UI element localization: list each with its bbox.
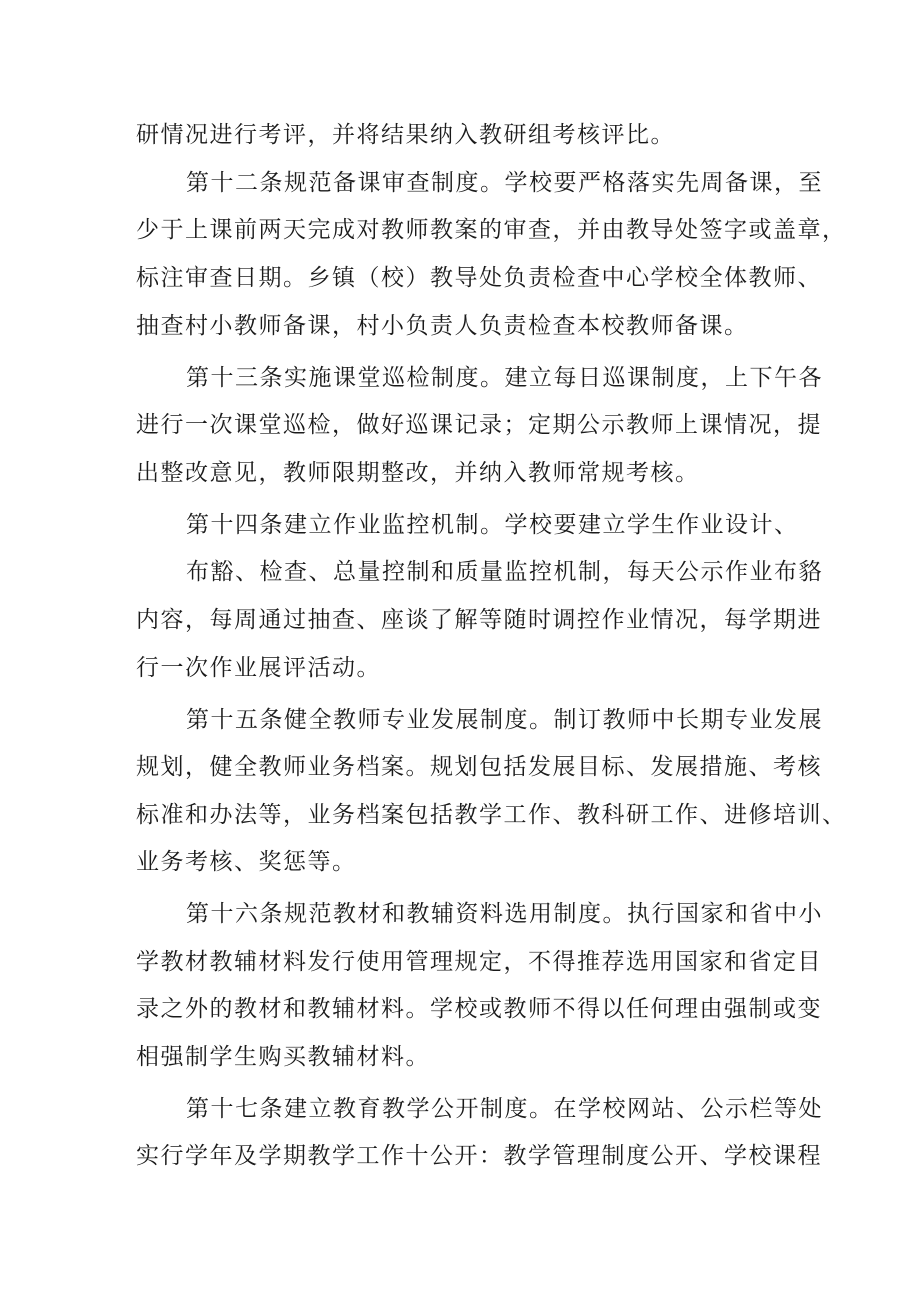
article-17-line-2: 实行学年及学期教学工作十公开：教学管理制度公开、学校课程 (136, 1143, 822, 1169)
article-14-line-1: 第十四条建立作业监控机制。学校要建立学生作业设计、 (186, 512, 799, 538)
article-17-line-1: 第十七条建立教育教学公开制度。在学校网站、公示栏等处 (186, 1096, 823, 1122)
article-12-line-2: 少于上课前两天完成对教师教案的审查，并由教导处签字或盖章， (136, 217, 847, 243)
article-15-line-2: 规划，健全教师业务档案。规划包括发展目标、发展措施、考核 (136, 754, 822, 780)
article-13-line-3: 出整改意见，教师限期整改，并纳入教师常规考核。 (136, 460, 700, 486)
article-12-line-1: 第十二条规范备课审查制度。学校要严格落实先周备课，至 (186, 170, 823, 196)
article-14-line-2: 布豁、检查、总量控制和质量监控机制，每天公示作业布貉 (186, 559, 823, 585)
article-15-line-1: 第十五条健全教师专业发展制度。制订教师中长期专业发展 (186, 707, 823, 733)
article-16-line-2: 学教材教辅材料发行使用管理规定，不得推荐选用国家和省定目 (136, 949, 822, 975)
text-line-1: 研情况进行考评，并将结果纳入教研组考核评比。 (136, 122, 675, 148)
article-12-line-3: 标注审查日期。乡镇（校）教导处负责检查中心学校全体教师、 (136, 265, 822, 291)
article-12-line-4: 抽查村小教师备课，村小负责人负责检查本校教师备课。 (136, 313, 749, 339)
article-16-line-3: 录之外的教材和教辅材料。学校或教师不得以任何理由强制或变 (136, 996, 822, 1022)
article-13-line-2: 进行一次课堂巡检，做好巡课记录；定期公示教师上课情况，提 (136, 412, 822, 438)
article-15-line-3: 标准和办法等，业务档案包括教学工作、教科研工作、进修培训、 (136, 802, 847, 828)
article-14-line-4: 行一次作业展评活动。 (136, 655, 381, 681)
article-16-line-1: 第十六条规范教材和教辅资料选用制度。执行国家和省中小 (186, 901, 823, 927)
article-16-line-4: 相强制学生购买教辅材料。 (136, 1044, 430, 1070)
article-14-line-3: 内容，每周通过抽查、座谈了解等随时调控作业情况，每学期进 (136, 607, 822, 633)
article-13-line-1: 第十三条实施课堂巡检制度。建立每日巡课制度，上下午各 (186, 365, 823, 391)
article-15-line-4: 业务考核、奖惩等。 (136, 849, 357, 875)
